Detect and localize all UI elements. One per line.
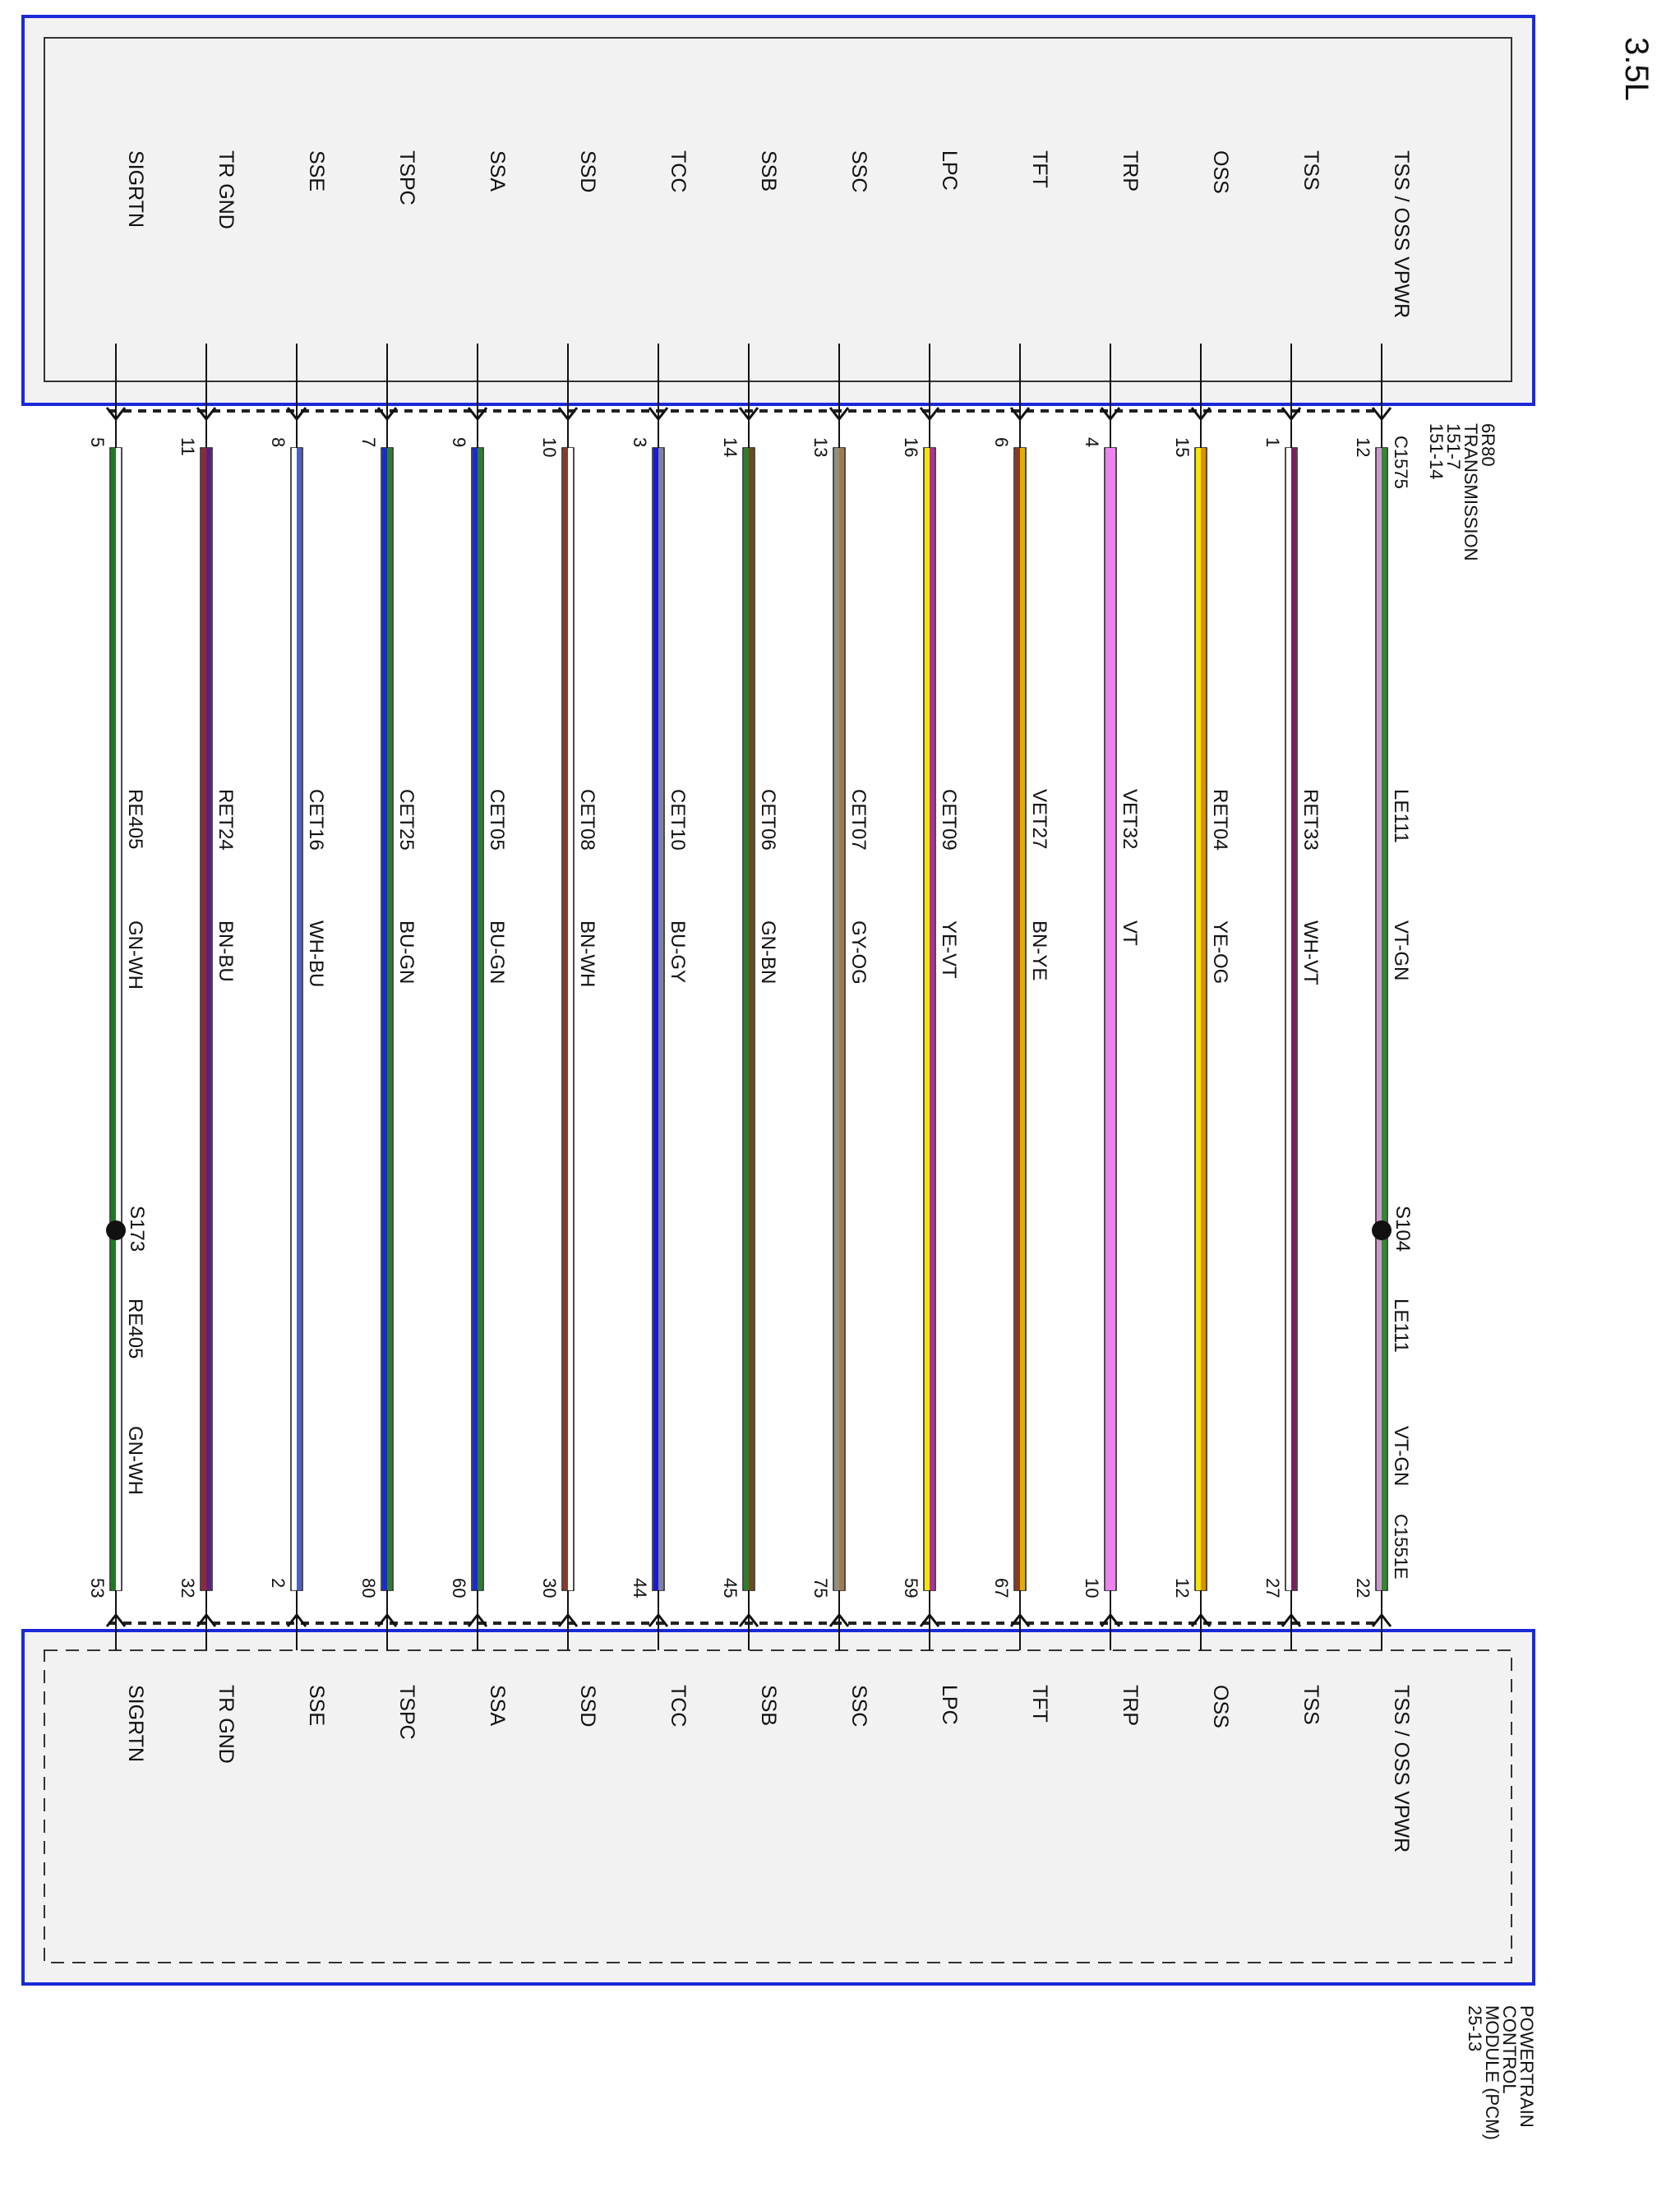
transmission-name-line: TRANSMISSION (1461, 423, 1481, 561)
splice-dot-icon (1372, 1220, 1392, 1240)
transmission-inner-border (44, 38, 1512, 381)
wire-color-code: BN-YE (1028, 920, 1050, 981)
wire-primary-color (292, 448, 297, 1590)
transmission-pin-signal: TSPC (395, 150, 418, 205)
transmission-component (23, 16, 1534, 404)
wire-stripe-color (930, 448, 935, 1590)
wire-circuit-id: CET07 (847, 789, 870, 851)
wire-stripe-color (297, 448, 302, 1590)
transmission-pin-signal: TFT (1028, 150, 1051, 188)
pcm-component (23, 1631, 1534, 1984)
pcm-pin-signal: TFT (1028, 1685, 1051, 1723)
wire-circuit-id: CET06 (757, 789, 779, 851)
wire-color-code: WH-BU (305, 920, 327, 988)
wire-color-code: GN-WH (124, 1426, 146, 1495)
wire-stripe-color (1382, 448, 1387, 1590)
transmission-pin-number: 13 (810, 437, 831, 458)
pcm-pin-signal: TSPC (395, 1685, 418, 1740)
wire-primary-color (382, 448, 387, 1590)
pcm-pin-number: 60 (449, 1578, 469, 1599)
pcm-pin-signal: SSE (305, 1685, 328, 1727)
wire-stripe-color (839, 448, 844, 1590)
wire-stripe-color (1020, 448, 1025, 1590)
wire-stripe-color (1291, 448, 1296, 1590)
wire-primary-color (925, 448, 930, 1590)
pcm-name-line: 25-13 (1465, 2005, 1485, 2052)
wire-stripe-color (1110, 448, 1115, 1590)
engine-label: 3.5L (1618, 37, 1655, 101)
transmission-pin-signal: SSE (305, 150, 328, 192)
transmission-name-line: 151-7 (1443, 423, 1464, 470)
wire-primary-color (1286, 448, 1291, 1590)
wire-circuit-id: CET09 (938, 789, 960, 851)
wire-circuit-id: RET04 (1209, 789, 1231, 851)
wire-stripe-color (387, 448, 392, 1590)
pcm-pin-number: 67 (991, 1578, 1012, 1599)
pcm-pin-signal: SSD (576, 1685, 599, 1728)
transmission-pin-signal: TSS / OSS VPWR (1390, 150, 1413, 319)
wire-stripe-color (568, 448, 573, 1590)
pcm-pin-number: 10 (1082, 1578, 1102, 1599)
pcm-pin-number: 2 (268, 1578, 288, 1589)
transmission-pin-number: 16 (901, 437, 921, 458)
pcm-pin-signal: LPC (938, 1685, 961, 1725)
pcm-pin-number: 27 (1262, 1578, 1283, 1599)
wire-color-code: GN-WH (124, 920, 146, 990)
transmission-pin-signal: TR GND (215, 150, 238, 229)
transmission-pin-number: 9 (449, 437, 469, 448)
wire-primary-color (473, 448, 478, 1590)
wire-circuit-id: RET33 (1299, 789, 1322, 851)
wire-circuit-id: RET24 (215, 789, 237, 851)
wire-stripe-color (478, 448, 482, 1590)
wire-primary-color (653, 448, 658, 1590)
pcm-pin-signal: TCC (667, 1685, 690, 1728)
pcm-pin-number: 30 (539, 1578, 560, 1599)
transmission-pin-signal: SIGRTN (124, 150, 147, 228)
wire-circuit-id: CET10 (667, 789, 689, 851)
pcm-name-line: POWERTRAIN (1516, 2005, 1537, 2128)
wire-color-code: YE-VT (938, 920, 960, 979)
wire-circuit-id: VET32 (1119, 789, 1141, 850)
wire-color-code: VT (1119, 920, 1141, 946)
wire-color-code: BU-GN (395, 920, 418, 985)
transmission-pin-number: 14 (720, 437, 741, 458)
wire-color-code: VT-GN (1390, 920, 1412, 981)
wire-primary-color (1015, 448, 1020, 1590)
wire-color-code: GY-OG (847, 920, 870, 985)
transmission-pin-signal: TRP (1119, 150, 1142, 191)
transmission-pin-number: 10 (539, 437, 560, 458)
pcm-pin-number: 53 (87, 1578, 108, 1599)
transmission-pin-number: 5 (87, 437, 108, 448)
transmission-pin-signal: TCC (667, 150, 690, 193)
pcm-name-line: CONTROL (1499, 2005, 1520, 2094)
wire-primary-color (1105, 448, 1110, 1590)
splice-dot-icon (106, 1220, 126, 1240)
pcm-name-line: MODULE (PCM) (1482, 2005, 1502, 2140)
wire-stripe-color (658, 448, 663, 1590)
wire-primary-color (744, 448, 749, 1590)
transmission-connector-id: C1575 (1391, 436, 1411, 489)
wire-circuit-id: CET16 (305, 789, 327, 851)
wire-primary-color (1196, 448, 1201, 1590)
transmission-name-line: 151-14 (1426, 423, 1447, 480)
wire-circuit-id: CET05 (486, 789, 508, 851)
wire-color-code: YE-OG (1209, 920, 1231, 985)
pcm-pin-number: 22 (1353, 1578, 1373, 1599)
pcm-pin-number: 44 (630, 1578, 650, 1599)
wire-color-code: WH-VT (1299, 920, 1322, 985)
transmission-pin-number: 15 (1172, 437, 1193, 458)
pcm-pin-number: 12 (1172, 1578, 1193, 1599)
transmission-pin-number: 3 (630, 437, 650, 448)
pcm-pin-signal: SSB (757, 1685, 780, 1727)
transmission-pin-number: 1 (1262, 437, 1283, 448)
transmission-pin-signal: TSS (1299, 150, 1322, 191)
pcm-pin-number: 45 (720, 1578, 741, 1599)
wire-primary-color (1377, 448, 1382, 1590)
pcm-pin-number: 75 (810, 1578, 831, 1599)
pcm-pin-signal: TSS / OSS VPWR (1390, 1685, 1413, 1853)
wire-color-code: BN-WH (576, 920, 598, 988)
pcm-pin-number: 59 (901, 1578, 921, 1599)
wire-circuit-id: CET25 (395, 789, 418, 851)
splice-id: S104 (1392, 1206, 1414, 1253)
pcm-pin-signal: TR GND (215, 1685, 238, 1764)
transmission-pin-number: 4 (1082, 437, 1102, 448)
wire-circuit-id: RE405 (124, 1299, 146, 1359)
transmission-pin-signal: OSS (1209, 150, 1232, 194)
wire-circuit-id: LE111 (1390, 789, 1412, 843)
wire-circuit-id: VET27 (1028, 789, 1050, 850)
wire-circuit-id: LE111 (1390, 1299, 1412, 1353)
wire-color-code: BU-GN (486, 920, 508, 985)
wire-color-code: BN-BU (215, 920, 237, 982)
transmission-pin-number: 7 (358, 437, 379, 448)
wire-stripe-color (206, 448, 211, 1590)
pcm-pin-number: 32 (178, 1578, 198, 1599)
wire-color-code: GN-BN (757, 920, 779, 985)
pcm-outer-border (23, 1631, 1534, 1984)
wire-color-code: VT-GN (1390, 1426, 1412, 1487)
transmission-pin-signal: SSC (847, 150, 870, 193)
pcm-pin-number: 80 (358, 1578, 379, 1599)
wire-stripe-color (749, 448, 754, 1590)
pcm-pin-signal: SSA (486, 1685, 509, 1727)
pcm-pin-signal: OSS (1209, 1685, 1232, 1728)
pcm-pin-signal: TSS (1299, 1685, 1322, 1725)
wire-stripe-color (116, 448, 121, 1590)
wire-primary-color (201, 448, 206, 1590)
splice-id: S173 (126, 1206, 148, 1253)
transmission-pin-signal: SSA (486, 150, 509, 192)
wire-stripe-color (1201, 448, 1206, 1590)
transmission-pin-signal: LPC (938, 150, 961, 191)
transmission-pin-signal: SSD (576, 150, 599, 193)
transmission-pin-signal: SSB (757, 150, 780, 192)
pcm-connector-id: C1551E (1391, 1514, 1411, 1580)
transmission-pin-number: 12 (1353, 437, 1373, 458)
wire-color-code: BU-GY (667, 920, 689, 984)
transmission-pin-number: 11 (178, 437, 198, 456)
wire-circuit-id: CET08 (576, 789, 598, 851)
pcm-pin-signal: SIGRTN (124, 1685, 147, 1762)
wire-primary-color (834, 448, 839, 1590)
transmission-pin-number: 6 (991, 437, 1012, 448)
wire-primary-color (563, 448, 568, 1590)
wire-circuit-id: RE405 (124, 789, 146, 850)
pcm-pin-signal: SSC (847, 1685, 870, 1728)
pcm-pin-signal: TRP (1119, 1685, 1142, 1726)
wire-primary-color (111, 448, 116, 1590)
transmission-name-line: 6R80 (1478, 423, 1498, 467)
transmission-pin-number: 8 (268, 437, 288, 448)
